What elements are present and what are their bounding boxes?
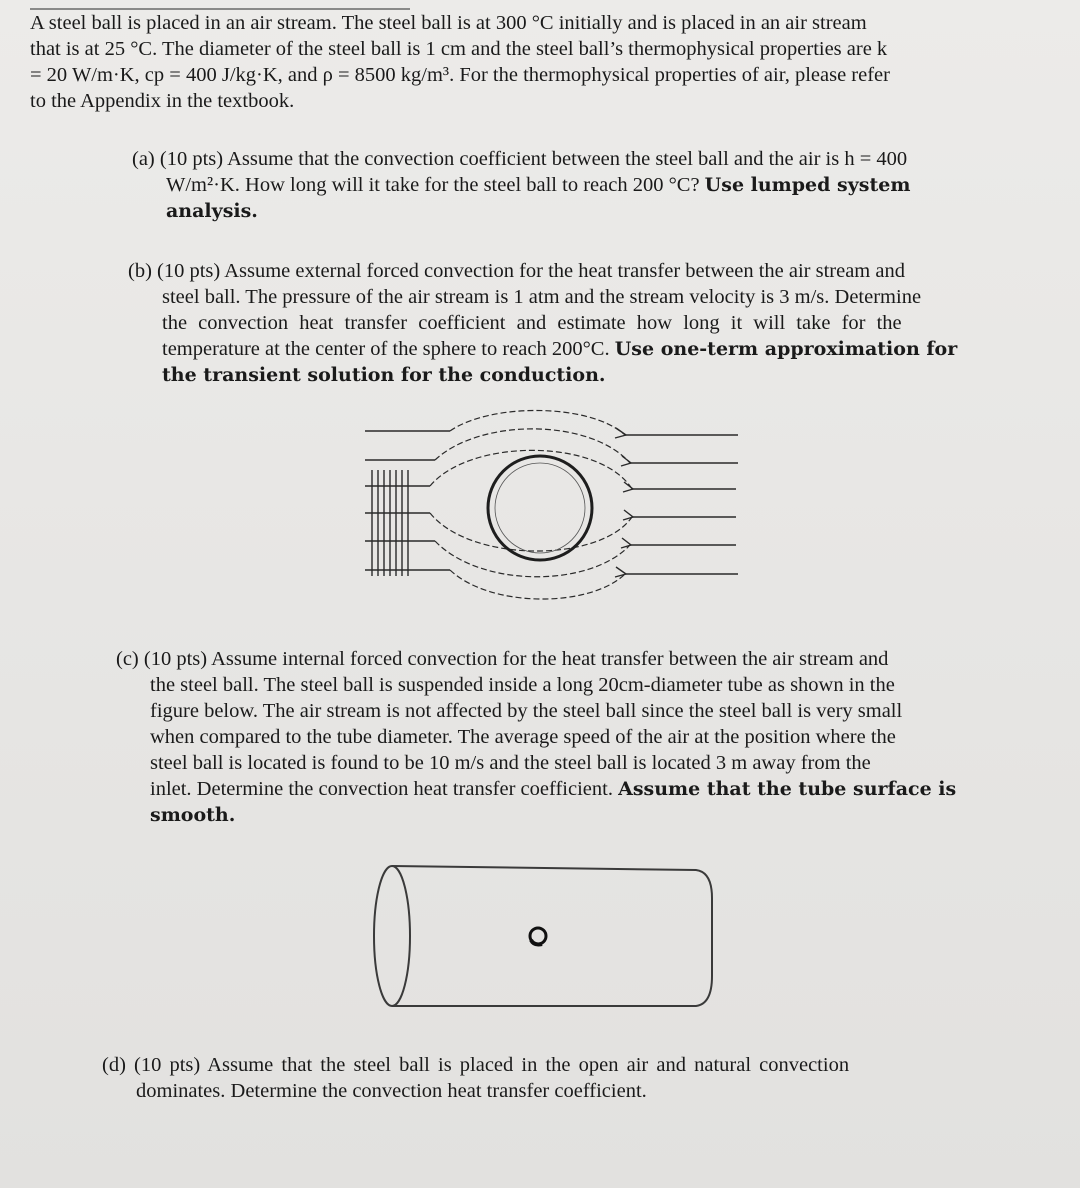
steel-ball-inner-ring — [495, 463, 585, 553]
part-b-instruction-cont: the transient solution for the conduction. — [162, 364, 606, 386]
arrow-5 — [621, 538, 631, 548]
streamline-curve-6 — [450, 570, 625, 599]
part-b-line-4-text: temperature at the center of the sphere to reach 200°C. — [162, 338, 615, 360]
tube-figure — [370, 858, 716, 1014]
part-a-instruction: Use lumped system — [704, 174, 911, 196]
part-c-line-5: steel ball is located is found to be 10 m/s and the steel ball is located 3 m away from the — [150, 752, 871, 774]
part-a-line-1: (a) (10 pts) Assume that the convection coefficient between the steel ball and the air is h = 400 — [132, 148, 908, 170]
intro-line-3: = 20 W/m·K, cp = 400 J/kg·K, and ρ = 8500 kg/m³. For the thermophysical properties of air, please refer — [30, 64, 890, 86]
part-d-line-2: dominates. Determine the convection heat transfer coefficient. — [136, 1080, 647, 1102]
streamline-curve-1 — [450, 410, 625, 435]
arrow-2 — [621, 456, 631, 466]
part-c — [116, 646, 1028, 828]
intro-line-4: to the Appendix in the textbook. — [30, 90, 295, 112]
arrow-3 — [623, 482, 633, 492]
part-a-instruction-cont: analysis. — [166, 200, 258, 222]
part-b-line-2: steel ball. The pressure of the air stream is 1 atm and the stream velocity is 3 m/s. Determine — [162, 286, 922, 308]
part-c-line-2: the steel ball. The steel ball is suspended inside a long 20cm-diameter tube as shown in the — [150, 674, 895, 696]
flow-around-sphere-figure — [360, 398, 740, 608]
part-b-line-1: (b) (10 pts) Assume external forced convection for the heat transfer between the air stream and — [128, 260, 905, 282]
part-b — [128, 258, 1032, 388]
tube-body — [392, 866, 712, 1006]
part-c-instruction: Assume that the tube surface is — [618, 778, 957, 800]
part-c-line-3: figure below. The air stream is not affected by the steel ball since the steel ball is very small — [150, 700, 903, 722]
arrow-6 — [615, 567, 626, 577]
part-b-instruction: Use one-term approximation for — [614, 338, 958, 360]
part-a-line-2 — [132, 172, 1032, 198]
tube-inlet-ellipse — [374, 866, 410, 1006]
cropped-header-remnant — [30, 0, 410, 10]
part-c-line-6 — [116, 776, 1028, 802]
part-c-line-6-text: inlet. Determine the convection heat transfer coefficient. — [150, 778, 619, 800]
steel-ball-circle — [488, 456, 592, 560]
part-c-line-4: when compared to the tube diameter. The average speed of the air at the position where the — [150, 726, 896, 748]
intro-line-1: A steel ball is placed in an air stream. The steel ball is at 300 °C initially and is placed in an air stream — [30, 12, 867, 34]
part-a-line-2-text: W/m²·K. How long will it take for the steel ball to reach 200 °C? — [166, 174, 705, 196]
part-a — [132, 146, 1032, 224]
arrow-1 — [615, 428, 626, 438]
intro-line-2: that is at 25 °C. The diameter of the steel ball is 1 cm and the steel ball’s thermophysical properties are k — [30, 38, 888, 60]
problem-statement — [30, 10, 1040, 114]
flow-diagram — [360, 398, 740, 608]
part-d — [102, 1052, 1026, 1104]
part-b-line-3: the convection heat transfer coefficient and estimate how long it will take for the — [162, 312, 902, 334]
streamline-curve-4 — [430, 513, 632, 551]
tube-diagram — [370, 858, 716, 1014]
part-b-line-4 — [128, 336, 1032, 362]
part-d-line-1: (d) (10 pts) Assume that the steel ball is placed in the open air and natural convection — [102, 1054, 850, 1076]
part-c-instruction-cont: smooth. — [150, 804, 236, 826]
part-c-line-1: (c) (10 pts) Assume internal forced convection for the heat transfer between the air stream and — [116, 648, 889, 670]
